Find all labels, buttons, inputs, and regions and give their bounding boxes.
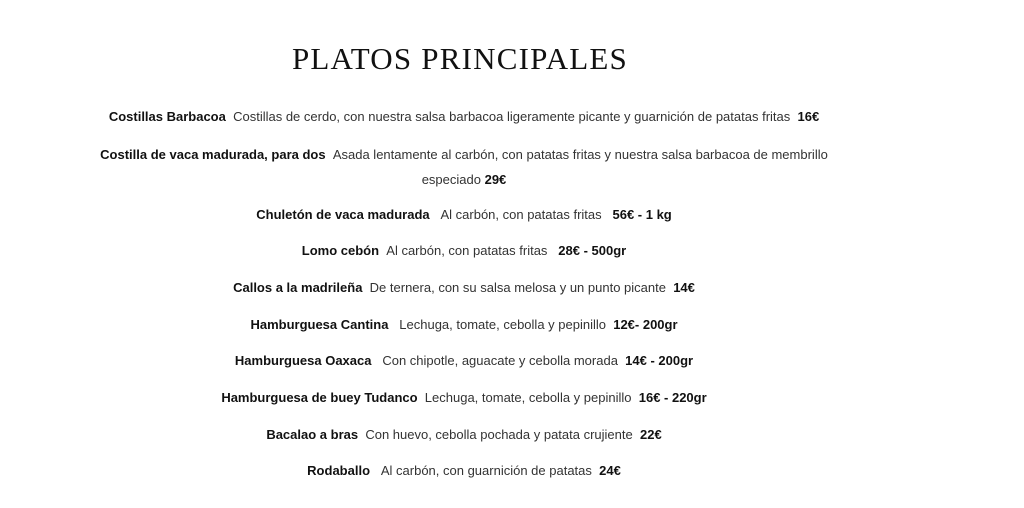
menu-item-name: Costillas Barbacoa: [108, 109, 226, 124]
menu-item-costilla-vaca: [89, 142, 839, 192]
menu-item-price: 16€: [797, 109, 820, 124]
menu-item-description: Con huevo, cebolla pochada y patata crujiente: [365, 427, 633, 442]
menu-item-name: Hamburguesa Cantina: [250, 317, 389, 332]
menu-item-lomo-cebon: [0, 238, 928, 263]
section-title: PLATOS PRINCIPALES: [291, 41, 628, 76]
menu-item-name: Bacalao a bras: [266, 427, 359, 442]
menu-item-hamburguesa-oaxaca: [0, 348, 928, 373]
menu-item-name: Costilla de vaca madurada, para dos: [100, 147, 326, 162]
menu-item-description: Con chipotle, aguacate y cebolla morada: [382, 353, 618, 368]
menu-item-rodaballo: [0, 458, 928, 483]
menu-item-description: Al carbón, con patatas fritas: [440, 207, 602, 222]
menu-item-description: Al carbón, con guarnición de patatas: [380, 463, 592, 478]
menu-item-price: 56€ - 1 kg: [612, 207, 672, 222]
menu-item-price: 12€- 200gr: [613, 317, 678, 332]
menu-item-description: Al carbón, con patatas fritas: [386, 243, 548, 258]
menu-item-costillas-barbacoa: [0, 104, 928, 129]
menu-item-price: 24€: [599, 463, 621, 478]
menu-item-price: 28€ - 500gr: [558, 243, 627, 258]
menu-item-price: 29€: [484, 172, 507, 187]
menu-item-price: 16€ - 220gr: [638, 390, 707, 405]
menu-item-name: Hamburguesa Oaxaca: [234, 353, 372, 368]
menu-item-name: Callos a la madrileña: [233, 280, 363, 295]
menu-item-name: Rodaballo: [307, 463, 371, 478]
menu-item-name: Hamburguesa de buey Tudanco: [221, 390, 418, 405]
menu-item-description: Costillas de cerdo, con nuestra salsa barbacoa ligeramente picante y guarnición de patatas fritas: [233, 109, 791, 124]
menu-item-description: Lechuga, tomate, cebolla y pepinillo: [424, 390, 632, 405]
menu-item-description: Lechuga, tomate, cebolla y pepinillo: [399, 317, 606, 332]
menu-item-price: 14€: [673, 280, 695, 295]
menu-item-description: De ternera, con su salsa melosa y un punto picante: [369, 280, 666, 295]
menu-item-name: Chuletón de vaca madurada: [256, 207, 430, 222]
menu-item-hamburguesa-cantina: [0, 312, 928, 337]
menu-item-callos: [0, 275, 928, 300]
menu-item-name: Lomo cebón: [301, 243, 380, 258]
menu-item-price: 14€ - 200gr: [625, 353, 694, 368]
menu-item-bacalao: [0, 422, 928, 447]
menu-item-chuleton: [0, 202, 928, 227]
menu-item-price: 22€: [639, 427, 662, 442]
menu-item-hamburguesa-tudanco: [0, 385, 928, 410]
menu-item-description: Asada lentamente al carbón, con patatas fritas y nuestra salsa barbacoa de membrillo especiado: [332, 147, 828, 187]
